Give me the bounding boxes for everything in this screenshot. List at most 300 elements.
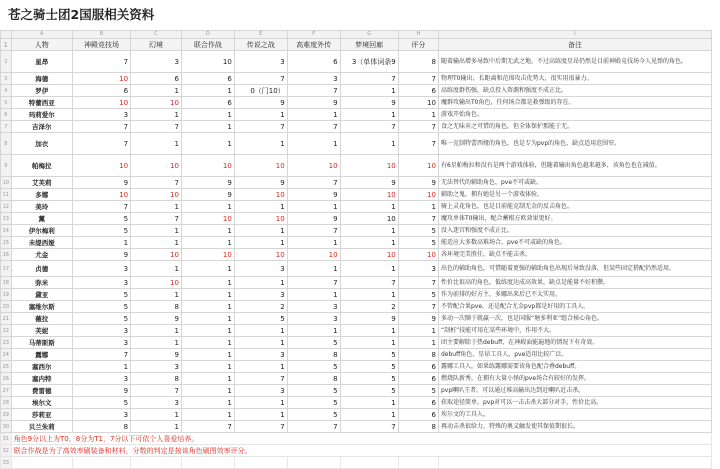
score-cell[interactable]: 7	[398, 73, 438, 85]
row-number[interactable]: 27	[1, 385, 12, 397]
score-cell[interactable]: 5	[72, 289, 130, 301]
note-cell[interactable]: 性价比很高的角色，低练度达成高效果，缺点是能量不好积攒。	[438, 277, 711, 289]
score-cell[interactable]: 10	[131, 189, 182, 201]
character-name-cell[interactable]: 马蒂斯斯	[11, 337, 72, 349]
score-cell[interactable]: 1	[181, 225, 234, 237]
score-cell[interactable]: 5	[72, 225, 130, 237]
score-cell[interactable]: 3	[287, 313, 340, 325]
score-cell[interactable]: 10	[72, 155, 130, 177]
character-name-cell[interactable]: 海德	[11, 73, 72, 85]
score-cell[interactable]: 7	[72, 201, 130, 213]
score-cell[interactable]: 9	[340, 313, 398, 325]
score-cell[interactable]: 10	[234, 213, 287, 225]
score-cell[interactable]: 9	[131, 313, 182, 325]
score-cell[interactable]: 3	[131, 361, 182, 373]
score-cell[interactable]: 2	[340, 301, 398, 313]
score-cell[interactable]: 9	[181, 189, 234, 201]
character-name-cell[interactable]: 艾芙莉	[11, 177, 72, 189]
score-cell[interactable]: 8	[398, 421, 438, 433]
column-header[interactable]: 评分	[398, 39, 438, 51]
score-cell[interactable]: 6	[131, 73, 182, 85]
empty-cell[interactable]	[181, 457, 234, 469]
score-cell[interactable]: 10	[234, 249, 287, 261]
score-cell[interactable]: 1	[234, 133, 287, 155]
score-cell[interactable]: 1	[287, 289, 340, 301]
row-number[interactable]: 21	[1, 313, 12, 325]
score-cell[interactable]: 10	[398, 155, 438, 177]
score-cell[interactable]: 7	[131, 121, 182, 133]
score-cell[interactable]: 7	[131, 177, 182, 189]
score-cell[interactable]: 5	[398, 385, 438, 397]
character-name-cell[interactable]: 多娜	[11, 189, 72, 201]
score-cell[interactable]: 9	[287, 213, 340, 225]
character-name-cell[interactable]: 塞维尔斯	[11, 301, 72, 313]
score-cell[interactable]: 6	[398, 373, 438, 385]
row-number[interactable]: 19	[1, 289, 12, 301]
score-cell[interactable]: 6	[287, 51, 340, 73]
row-number[interactable]: 18	[1, 277, 12, 289]
score-cell[interactable]: 1	[287, 201, 340, 213]
row-number[interactable]: 26	[1, 373, 12, 385]
score-cell[interactable]: 7	[340, 277, 398, 289]
score-cell[interactable]: 7	[234, 121, 287, 133]
score-cell[interactable]: 7	[340, 421, 398, 433]
score-cell[interactable]: 7	[234, 373, 287, 385]
score-cell[interactable]: 7	[287, 121, 340, 133]
score-cell[interactable]: 1	[287, 325, 340, 337]
character-name-cell[interactable]: 薇拉	[11, 313, 72, 325]
character-name-cell[interactable]: 星昂	[11, 51, 72, 73]
character-name-cell[interactable]: 弥米	[11, 277, 72, 289]
score-cell[interactable]: 1	[287, 261, 340, 277]
empty-cell[interactable]	[72, 457, 130, 469]
score-cell[interactable]: 1	[234, 397, 287, 409]
score-cell[interactable]: 3	[72, 261, 130, 277]
score-cell[interactable]: 1	[181, 121, 234, 133]
score-cell[interactable]: 3	[287, 73, 340, 85]
note-cell[interactable]: 随着输出增多导致中后期无武之地。不过高练度星昂仍然是目前神殿竞技场今人见弹的角色。	[438, 51, 711, 73]
score-cell[interactable]: 1	[131, 133, 182, 155]
column-letter[interactable]: F	[287, 31, 340, 39]
note-cell[interactable]: 无法替代的辅助角色，pve不可或缺。	[438, 177, 711, 189]
note-cell[interactable]: “刮桩”技能可用在某些环境中，作用不大。	[438, 325, 711, 337]
character-name-cell[interactable]: 埃尔文	[11, 397, 72, 409]
score-cell[interactable]: 9	[398, 177, 438, 189]
empty-cell[interactable]	[398, 457, 438, 469]
character-name-cell[interactable]: 加衣	[11, 133, 72, 155]
score-cell[interactable]: 1	[340, 337, 398, 349]
character-name-cell[interactable]: 芙妮	[11, 325, 72, 337]
score-cell[interactable]: 1	[340, 109, 398, 121]
score-cell[interactable]: 8	[287, 349, 340, 361]
score-cell[interactable]: 7	[287, 177, 340, 189]
score-cell[interactable]: 1	[181, 237, 234, 249]
score-cell[interactable]: 3	[234, 289, 287, 301]
score-cell[interactable]: 1	[340, 397, 398, 409]
score-cell[interactable]: 1	[340, 325, 398, 337]
score-cell[interactable]: 9	[72, 385, 130, 397]
column-header[interactable]: 梦境回廊	[340, 39, 398, 51]
empty-cell[interactable]	[11, 457, 72, 469]
note-cell[interactable]: 高练度群伤强，缺点投入资源和强度不成正比。	[438, 85, 711, 97]
row-number[interactable]: 23	[1, 337, 12, 349]
score-cell[interactable]: 1	[181, 373, 234, 385]
score-cell[interactable]: 1	[340, 85, 398, 97]
score-cell[interactable]: 1	[340, 289, 398, 301]
score-cell[interactable]: 8	[287, 373, 340, 385]
empty-cell[interactable]	[438, 457, 711, 469]
score-cell[interactable]: 5	[398, 225, 438, 237]
row-number[interactable]: 32	[1, 445, 12, 457]
note-cell[interactable]: 获取途径简单，pvp对可以一击击杀大部分对手，性价比高。	[438, 397, 711, 409]
character-name-cell[interactable]: 黛亚	[11, 289, 72, 301]
row-number[interactable]: 31	[1, 433, 12, 445]
row-number[interactable]: 12	[1, 201, 12, 213]
score-cell[interactable]: 1	[131, 261, 182, 277]
row-number[interactable]: 22	[1, 325, 12, 337]
row-number[interactable]: 30	[1, 421, 12, 433]
score-cell[interactable]: 3	[131, 397, 182, 409]
score-cell[interactable]: 10	[340, 249, 398, 261]
character-name-cell[interactable]: 玛莉爱尔	[11, 109, 72, 121]
character-name-cell[interactable]: 薰	[11, 213, 72, 225]
score-cell[interactable]: 6	[398, 397, 438, 409]
score-cell[interactable]: 1	[181, 277, 234, 289]
score-cell[interactable]: 1	[131, 409, 182, 421]
score-cell[interactable]: 7	[72, 51, 130, 73]
row-number[interactable]: 24	[1, 349, 12, 361]
row-number[interactable]: 25	[1, 361, 12, 373]
score-cell[interactable]: 6	[398, 85, 438, 97]
score-cell[interactable]: 5	[287, 409, 340, 421]
character-name-cell[interactable]: 费雷德	[11, 385, 72, 397]
score-cell[interactable]: 1	[181, 85, 234, 97]
score-cell[interactable]: 1	[181, 313, 234, 325]
score-cell[interactable]: 7	[131, 213, 182, 225]
empty-cell[interactable]	[234, 457, 287, 469]
note-cell[interactable]: 各环境完美胜任，缺点不能击杀。	[438, 249, 711, 261]
note-cell[interactable]: 食之无味弃之可惜的角色，但全体保护那能于无。	[438, 121, 711, 133]
row-number[interactable]: 29	[1, 409, 12, 421]
score-cell[interactable]: 7	[287, 277, 340, 289]
empty-cell[interactable]	[287, 457, 340, 469]
empty-cell[interactable]	[131, 457, 182, 469]
score-cell[interactable]: 9	[181, 177, 234, 189]
score-cell[interactable]: 10	[234, 189, 287, 201]
score-cell[interactable]: 10	[287, 155, 340, 177]
character-name-cell[interactable]: 罗伊	[11, 85, 72, 97]
row-number[interactable]: 10	[1, 177, 12, 189]
note-cell[interactable]: 再动击杀很给力，特殊的奥义触发使其保值期很长。	[438, 421, 711, 433]
score-cell[interactable]: 7	[234, 73, 287, 85]
score-cell[interactable]: 1	[287, 109, 340, 121]
note-cell[interactable]: debuff角色，星昂工具人，pve适用比较广泛。	[438, 349, 711, 361]
score-cell[interactable]: 5	[287, 385, 340, 397]
note-cell[interactable]: 物理T0输出，长距离和范围攻击优势大，很实用很暴力。	[438, 73, 711, 85]
column-letter[interactable]: G	[340, 31, 398, 39]
score-cell[interactable]: 9	[234, 97, 287, 109]
column-header[interactable]: 人物	[11, 39, 72, 51]
score-cell[interactable]: 1	[398, 337, 438, 349]
score-cell[interactable]: 5	[72, 213, 130, 225]
score-cell[interactable]: 1	[340, 261, 398, 277]
column-letter[interactable]: I	[438, 31, 711, 39]
score-cell[interactable]: 1	[181, 201, 234, 213]
score-cell[interactable]: 9	[340, 177, 398, 189]
score-cell[interactable]: 5	[398, 289, 438, 301]
score-cell[interactable]: 1	[340, 225, 398, 237]
score-cell[interactable]: 5	[287, 397, 340, 409]
score-cell[interactable]: 6	[181, 97, 234, 109]
score-cell[interactable]: 7	[72, 349, 130, 361]
score-cell[interactable]: 3	[398, 261, 438, 277]
score-cell[interactable]: 6	[181, 73, 234, 85]
row-number[interactable]: 13	[1, 213, 12, 225]
score-cell[interactable]: 1	[72, 237, 130, 249]
score-cell[interactable]: 5	[234, 313, 287, 325]
score-cell[interactable]: 1	[72, 361, 130, 373]
score-cell[interactable]: 5	[340, 373, 398, 385]
score-cell[interactable]: 10	[131, 249, 182, 261]
score-cell[interactable]: 1	[181, 325, 234, 337]
column-header[interactable]: 高难度外传	[287, 39, 340, 51]
score-cell[interactable]: 9	[287, 189, 340, 201]
note-cell[interactable]: 有6星帕梅拉和没有是两个游戏体验，但随着输出角色越来越多，该角色也在减值。	[438, 155, 711, 177]
score-cell[interactable]: 6	[72, 85, 130, 97]
score-cell[interactable]: 1	[181, 337, 234, 349]
column-header[interactable]: 幻境	[131, 39, 182, 51]
note-cell[interactable]: 作为前排的好方主，多娜出来后已不太实用。	[438, 289, 711, 301]
score-cell[interactable]: 7	[287, 225, 340, 237]
character-name-cell[interactable]: 吉泽尔	[11, 121, 72, 133]
score-cell[interactable]: 7	[398, 277, 438, 289]
note-cell[interactable]: 唯一克制特蕾西娅的角色，也是专为pvp的角色，缺点适用范围窄。	[438, 133, 711, 155]
score-cell[interactable]: 6	[398, 361, 438, 373]
score-cell[interactable]: 10	[398, 249, 438, 261]
score-cell[interactable]: 3	[234, 51, 287, 73]
score-cell[interactable]: 7	[234, 421, 287, 433]
note-cell[interactable]: 团主要解除于热debuff，在神殿面能遍地的情况下有奇效。	[438, 337, 711, 349]
score-cell[interactable]: 1	[131, 421, 182, 433]
score-cell[interactable]: 6	[398, 409, 438, 421]
score-cell[interactable]: 9	[287, 97, 340, 109]
score-cell[interactable]: 7	[340, 121, 398, 133]
column-letter[interactable]: B	[72, 31, 130, 39]
score-cell[interactable]: 3（单体词条9	[340, 51, 398, 73]
footnote-text[interactable]: 联合作战是为了高效率刷装备和材料，分数的判定是按该角色刷图效率评分。	[11, 445, 711, 457]
footnote-text[interactable]: 角色9分以上为T0，8分为T1，7分以下可依个人喜爱培养。	[11, 433, 711, 445]
score-cell[interactable]: 1	[181, 385, 234, 397]
row-number[interactable]: 33	[1, 457, 12, 469]
score-cell[interactable]: 10	[398, 189, 438, 201]
row-number[interactable]: 28	[1, 397, 12, 409]
score-cell[interactable]: 8	[398, 349, 438, 361]
score-cell[interactable]: 5	[340, 349, 398, 361]
score-cell[interactable]: 2	[234, 301, 287, 313]
character-name-cell[interactable]: 塞西尔	[11, 361, 72, 373]
score-cell[interactable]: 3	[234, 385, 287, 397]
score-cell[interactable]: 1	[131, 237, 182, 249]
character-name-cell[interactable]: 贝兰朱莉	[11, 421, 72, 433]
score-cell[interactable]: 7	[287, 421, 340, 433]
character-name-cell[interactable]: 帕梅拉	[11, 155, 72, 177]
score-cell[interactable]: 1	[340, 409, 398, 421]
score-cell[interactable]: 1	[181, 109, 234, 121]
note-cell[interactable]: 燃烧队新秀，在拥有大量小怪的pve场合有较好的发挥。	[438, 373, 711, 385]
score-cell[interactable]: 10	[287, 249, 340, 261]
note-cell[interactable]: 埃尔文的工具人。	[438, 409, 711, 421]
score-cell[interactable]: 5	[287, 361, 340, 373]
score-cell[interactable]: 7	[340, 73, 398, 85]
row-number[interactable]: 9	[1, 155, 12, 177]
select-all-corner[interactable]	[1, 31, 12, 39]
empty-cell[interactable]	[340, 457, 398, 469]
score-cell[interactable]: 10	[340, 213, 398, 225]
score-cell[interactable]: 3	[72, 337, 130, 349]
score-cell[interactable]: 1	[234, 237, 287, 249]
score-cell[interactable]: 3	[234, 349, 287, 361]
score-cell[interactable]: 1	[398, 325, 438, 337]
column-header[interactable]: 联合作战	[181, 39, 234, 51]
score-cell[interactable]: 1	[234, 325, 287, 337]
score-cell[interactable]: 9	[340, 97, 398, 109]
score-cell[interactable]: 3	[72, 109, 130, 121]
score-cell[interactable]: 1	[131, 85, 182, 97]
score-cell[interactable]: 1	[287, 237, 340, 249]
character-name-cell[interactable]: 特蕾西亚	[11, 97, 72, 109]
score-cell[interactable]: 3	[131, 51, 182, 73]
column-letter[interactable]: E	[234, 31, 287, 39]
note-cell[interactable]: pvp喇叭王者，可以通过堆高输出达到近喇叭近击杀。	[438, 385, 711, 397]
score-cell[interactable]: 8	[398, 51, 438, 73]
score-cell[interactable]: 3	[234, 261, 287, 277]
score-cell[interactable]: 10	[131, 97, 182, 109]
row-number[interactable]: 7	[1, 121, 12, 133]
score-cell[interactable]: 10	[181, 51, 234, 73]
score-cell[interactable]: 1	[340, 201, 398, 213]
score-cell[interactable]: 1	[181, 289, 234, 301]
score-cell[interactable]: 1	[234, 201, 287, 213]
note-cell[interactable]: 没入迷宫和强度不成正比。	[438, 225, 711, 237]
score-cell[interactable]: 10	[181, 249, 234, 261]
score-cell[interactable]: 1	[181, 133, 234, 155]
score-cell[interactable]: 0（门10）	[234, 85, 287, 97]
row-number[interactable]: 1	[1, 39, 12, 51]
score-cell[interactable]: 1	[131, 289, 182, 301]
note-cell[interactable]: 多动一次顺于就赢一次，也是国服“塘多利亚”组合核心角色。	[438, 313, 711, 325]
score-cell[interactable]: 3	[72, 325, 130, 337]
score-cell[interactable]: 8	[131, 373, 182, 385]
note-cell[interactable]: 游戏开始角色。	[438, 109, 711, 121]
score-cell[interactable]: 1	[181, 349, 234, 361]
score-cell[interactable]: 7	[131, 385, 182, 397]
score-cell[interactable]: 5	[340, 361, 398, 373]
score-cell[interactable]: 3	[72, 409, 130, 421]
score-cell[interactable]: 1	[131, 201, 182, 213]
score-cell[interactable]: 8	[72, 421, 130, 433]
note-cell[interactable]: 魔群攻输出T0角色，任何场合都是救弹级的存在。	[438, 97, 711, 109]
character-name-cell[interactable]: 伊尔梅利	[11, 225, 72, 237]
score-cell[interactable]: 10	[340, 155, 398, 177]
note-cell[interactable]: 出色的辅助角色，可惜随着更强的辅助角色出现后导致没落，但某些固定搭配仍然适用。	[438, 261, 711, 277]
score-cell[interactable]: 7	[398, 213, 438, 225]
row-number[interactable]: 8	[1, 133, 12, 155]
score-cell[interactable]: 10	[234, 155, 287, 177]
score-cell[interactable]: 1	[131, 337, 182, 349]
note-cell[interactable]: 魔攻单体T0输出，配合蓄根方欧效果更好。	[438, 213, 711, 225]
score-cell[interactable]: 7	[398, 121, 438, 133]
score-cell[interactable]: 1	[234, 361, 287, 373]
row-number[interactable]: 14	[1, 225, 12, 237]
score-cell[interactable]: 1	[181, 301, 234, 313]
column-header[interactable]: 备注	[438, 39, 711, 51]
score-cell[interactable]: 1	[181, 397, 234, 409]
score-cell[interactable]: 10	[131, 155, 182, 177]
score-cell[interactable]: 8	[131, 301, 182, 313]
column-letter[interactable]: A	[11, 31, 72, 39]
score-cell[interactable]: 1	[181, 361, 234, 373]
character-name-cell[interactable]: 贞德	[11, 261, 72, 277]
score-cell[interactable]: 1	[234, 337, 287, 349]
score-cell[interactable]: 1	[398, 109, 438, 121]
score-cell[interactable]: 1	[181, 409, 234, 421]
score-cell[interactable]: 10	[131, 277, 182, 289]
character-name-cell[interactable]: 未缇西娅	[11, 237, 72, 249]
score-cell[interactable]: 9	[234, 177, 287, 189]
row-number[interactable]: 5	[1, 97, 12, 109]
score-cell[interactable]: 7	[287, 85, 340, 97]
character-name-cell[interactable]: 美玲	[11, 201, 72, 213]
row-number[interactable]: 3	[1, 73, 12, 85]
row-number[interactable]: 11	[1, 189, 12, 201]
score-cell[interactable]: 5	[72, 313, 130, 325]
score-cell[interactable]: 7	[398, 301, 438, 313]
score-cell[interactable]: 7	[72, 133, 130, 155]
score-cell[interactable]: 3	[72, 373, 130, 385]
score-cell[interactable]: 9	[72, 177, 130, 189]
score-cell[interactable]: 1	[234, 277, 287, 289]
row-number[interactable]: 15	[1, 237, 12, 249]
score-cell[interactable]: 5	[398, 237, 438, 249]
character-name-cell[interactable]: 尤金	[11, 249, 72, 261]
score-cell[interactable]: 10	[181, 213, 234, 225]
score-cell[interactable]: 5	[287, 337, 340, 349]
score-cell[interactable]: 9	[131, 349, 182, 361]
score-cell[interactable]: 1	[234, 409, 287, 421]
column-header[interactable]: 神殿竞技场	[72, 39, 130, 51]
note-cell[interactable]: 不管配合果pve，还是配合尤金pvp都是好用的工具人。	[438, 301, 711, 313]
row-number[interactable]: 17	[1, 261, 12, 277]
score-cell[interactable]: 1	[287, 133, 340, 155]
row-number[interactable]: 4	[1, 85, 12, 97]
score-cell[interactable]: 7	[398, 133, 438, 155]
note-cell[interactable]: 能适应大多数高难场合，pve不可或缺的角色。	[438, 237, 711, 249]
score-cell[interactable]: 1	[131, 225, 182, 237]
note-cell[interactable]: 露娜工具人，如果练露娜需要该角色配合叠debuff。	[438, 361, 711, 373]
score-cell[interactable]: 9	[398, 313, 438, 325]
character-name-cell[interactable]: 莎莉亚	[11, 409, 72, 421]
score-cell[interactable]: 1	[234, 225, 287, 237]
row-number[interactable]: 20	[1, 301, 12, 313]
note-cell[interactable]: 骑上灵花角色，也是目前能克制无金的反击角色。	[438, 201, 711, 213]
score-cell[interactable]: 1	[234, 109, 287, 121]
score-cell[interactable]: 10	[72, 97, 130, 109]
row-number[interactable]: 16	[1, 249, 12, 261]
row-number[interactable]: 2	[1, 51, 12, 73]
score-cell[interactable]: 10	[340, 189, 398, 201]
score-cell[interactable]: 10	[398, 97, 438, 109]
row-number[interactable]: 6	[1, 109, 12, 121]
